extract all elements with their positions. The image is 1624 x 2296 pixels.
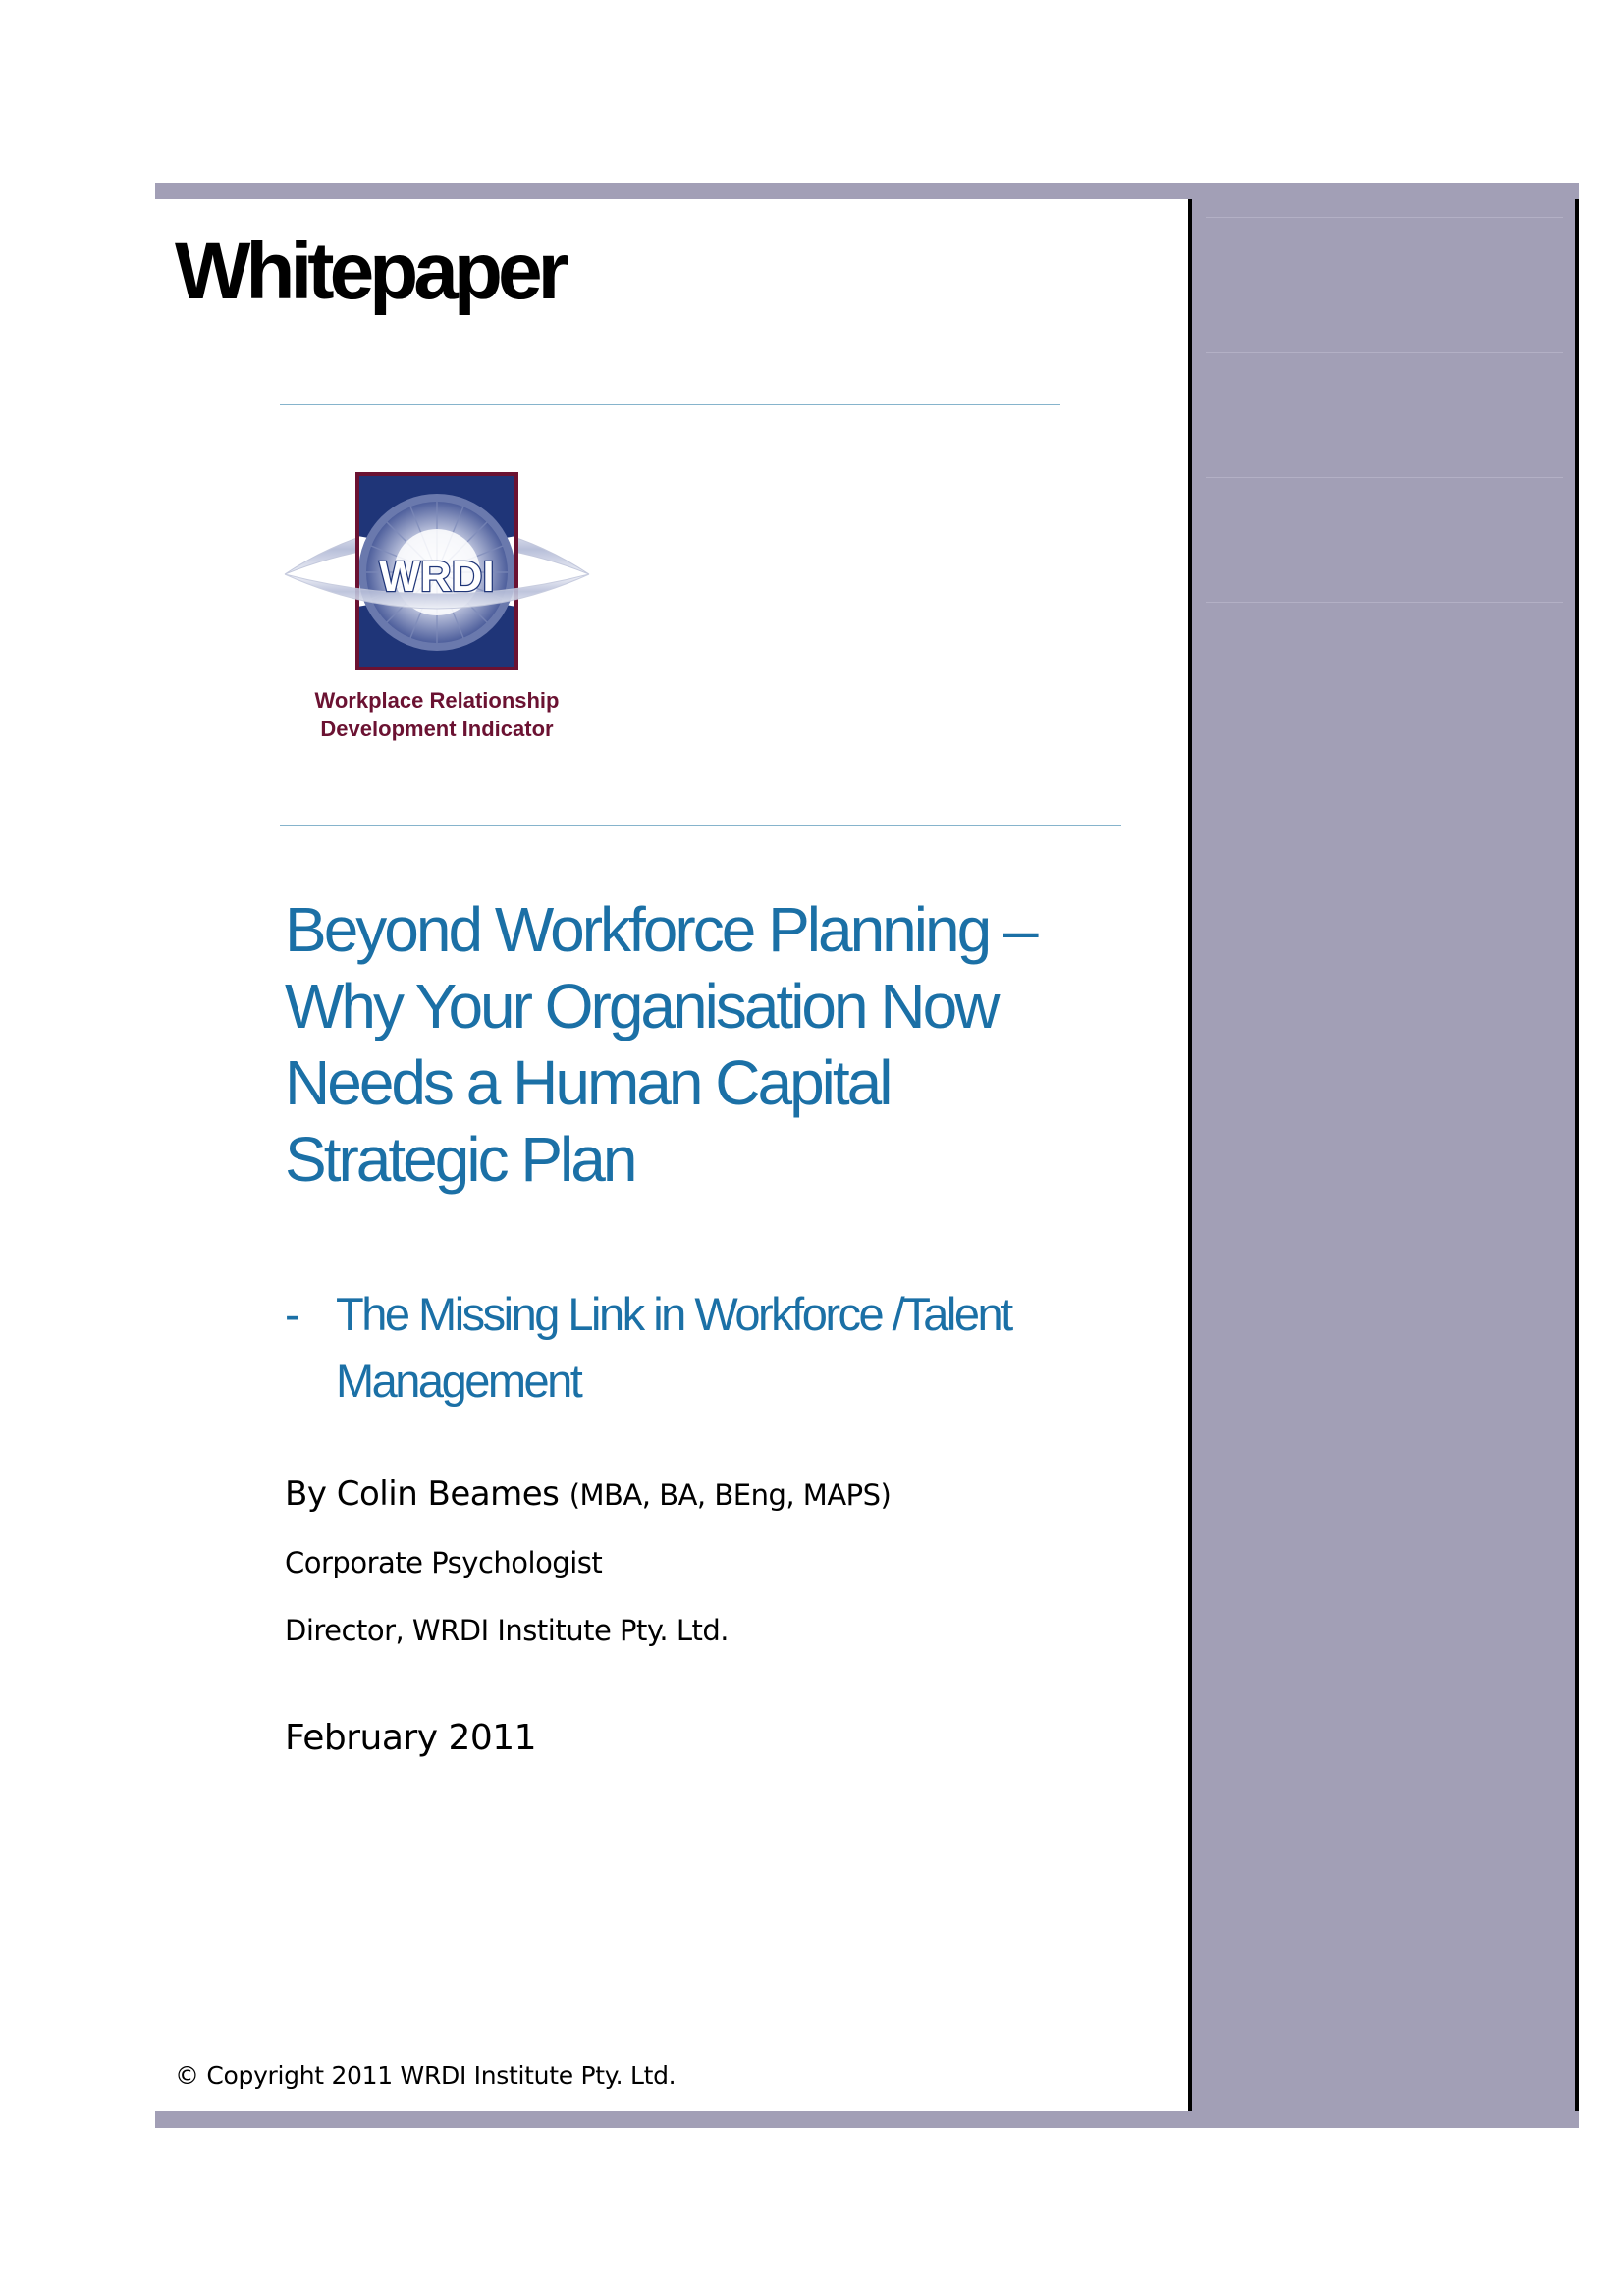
title-line: Why Your Organisation Now (285, 971, 998, 1041)
document-subtitle (285, 1281, 1168, 1415)
author-company: Director, WRDI Institute Pty. Ltd. (285, 1614, 729, 1647)
side-panel (1188, 199, 1579, 2111)
bottom-border-bar (155, 2111, 1579, 2128)
publication-date: February 2011 (285, 1718, 537, 1758)
document-heading: Whitepaper (175, 227, 565, 316)
subtitle-text: The Missing Link in Workforce /Talent Management (336, 1288, 1011, 1407)
logo-caption-line1: Workplace Relationship (314, 688, 560, 713)
side-panel-rule (1206, 217, 1563, 218)
top-border-bar (155, 183, 1579, 199)
author-name: By Colin Beames (285, 1474, 560, 1514)
divider-rule (280, 825, 1121, 826)
title-line: Beyond Workforce Planning – (285, 894, 1036, 965)
side-panel-rule (1206, 602, 1563, 603)
author-role: Corporate Psychologist (285, 1546, 603, 1579)
document-title (285, 891, 1168, 1198)
logo-caption-line2: Development Indicator (320, 717, 554, 741)
side-panel-rule (1206, 352, 1563, 353)
side-panel-rule (1206, 477, 1563, 478)
author-credentials: (MBA, BA, BEng, MAPS) (568, 1478, 892, 1512)
author-byline (285, 1474, 891, 1514)
copyright-notice: © Copyright 2011 WRDI Institute Pty. Ltd. (175, 2061, 677, 2090)
title-line: Needs a Human Capital (285, 1047, 891, 1118)
title-line: Strategic Plan (285, 1124, 635, 1195)
logo-brand-text: WRDI (379, 553, 495, 601)
divider-rule (280, 404, 1060, 405)
subtitle-dash: - (285, 1288, 298, 1340)
wrdi-logo (280, 466, 604, 761)
